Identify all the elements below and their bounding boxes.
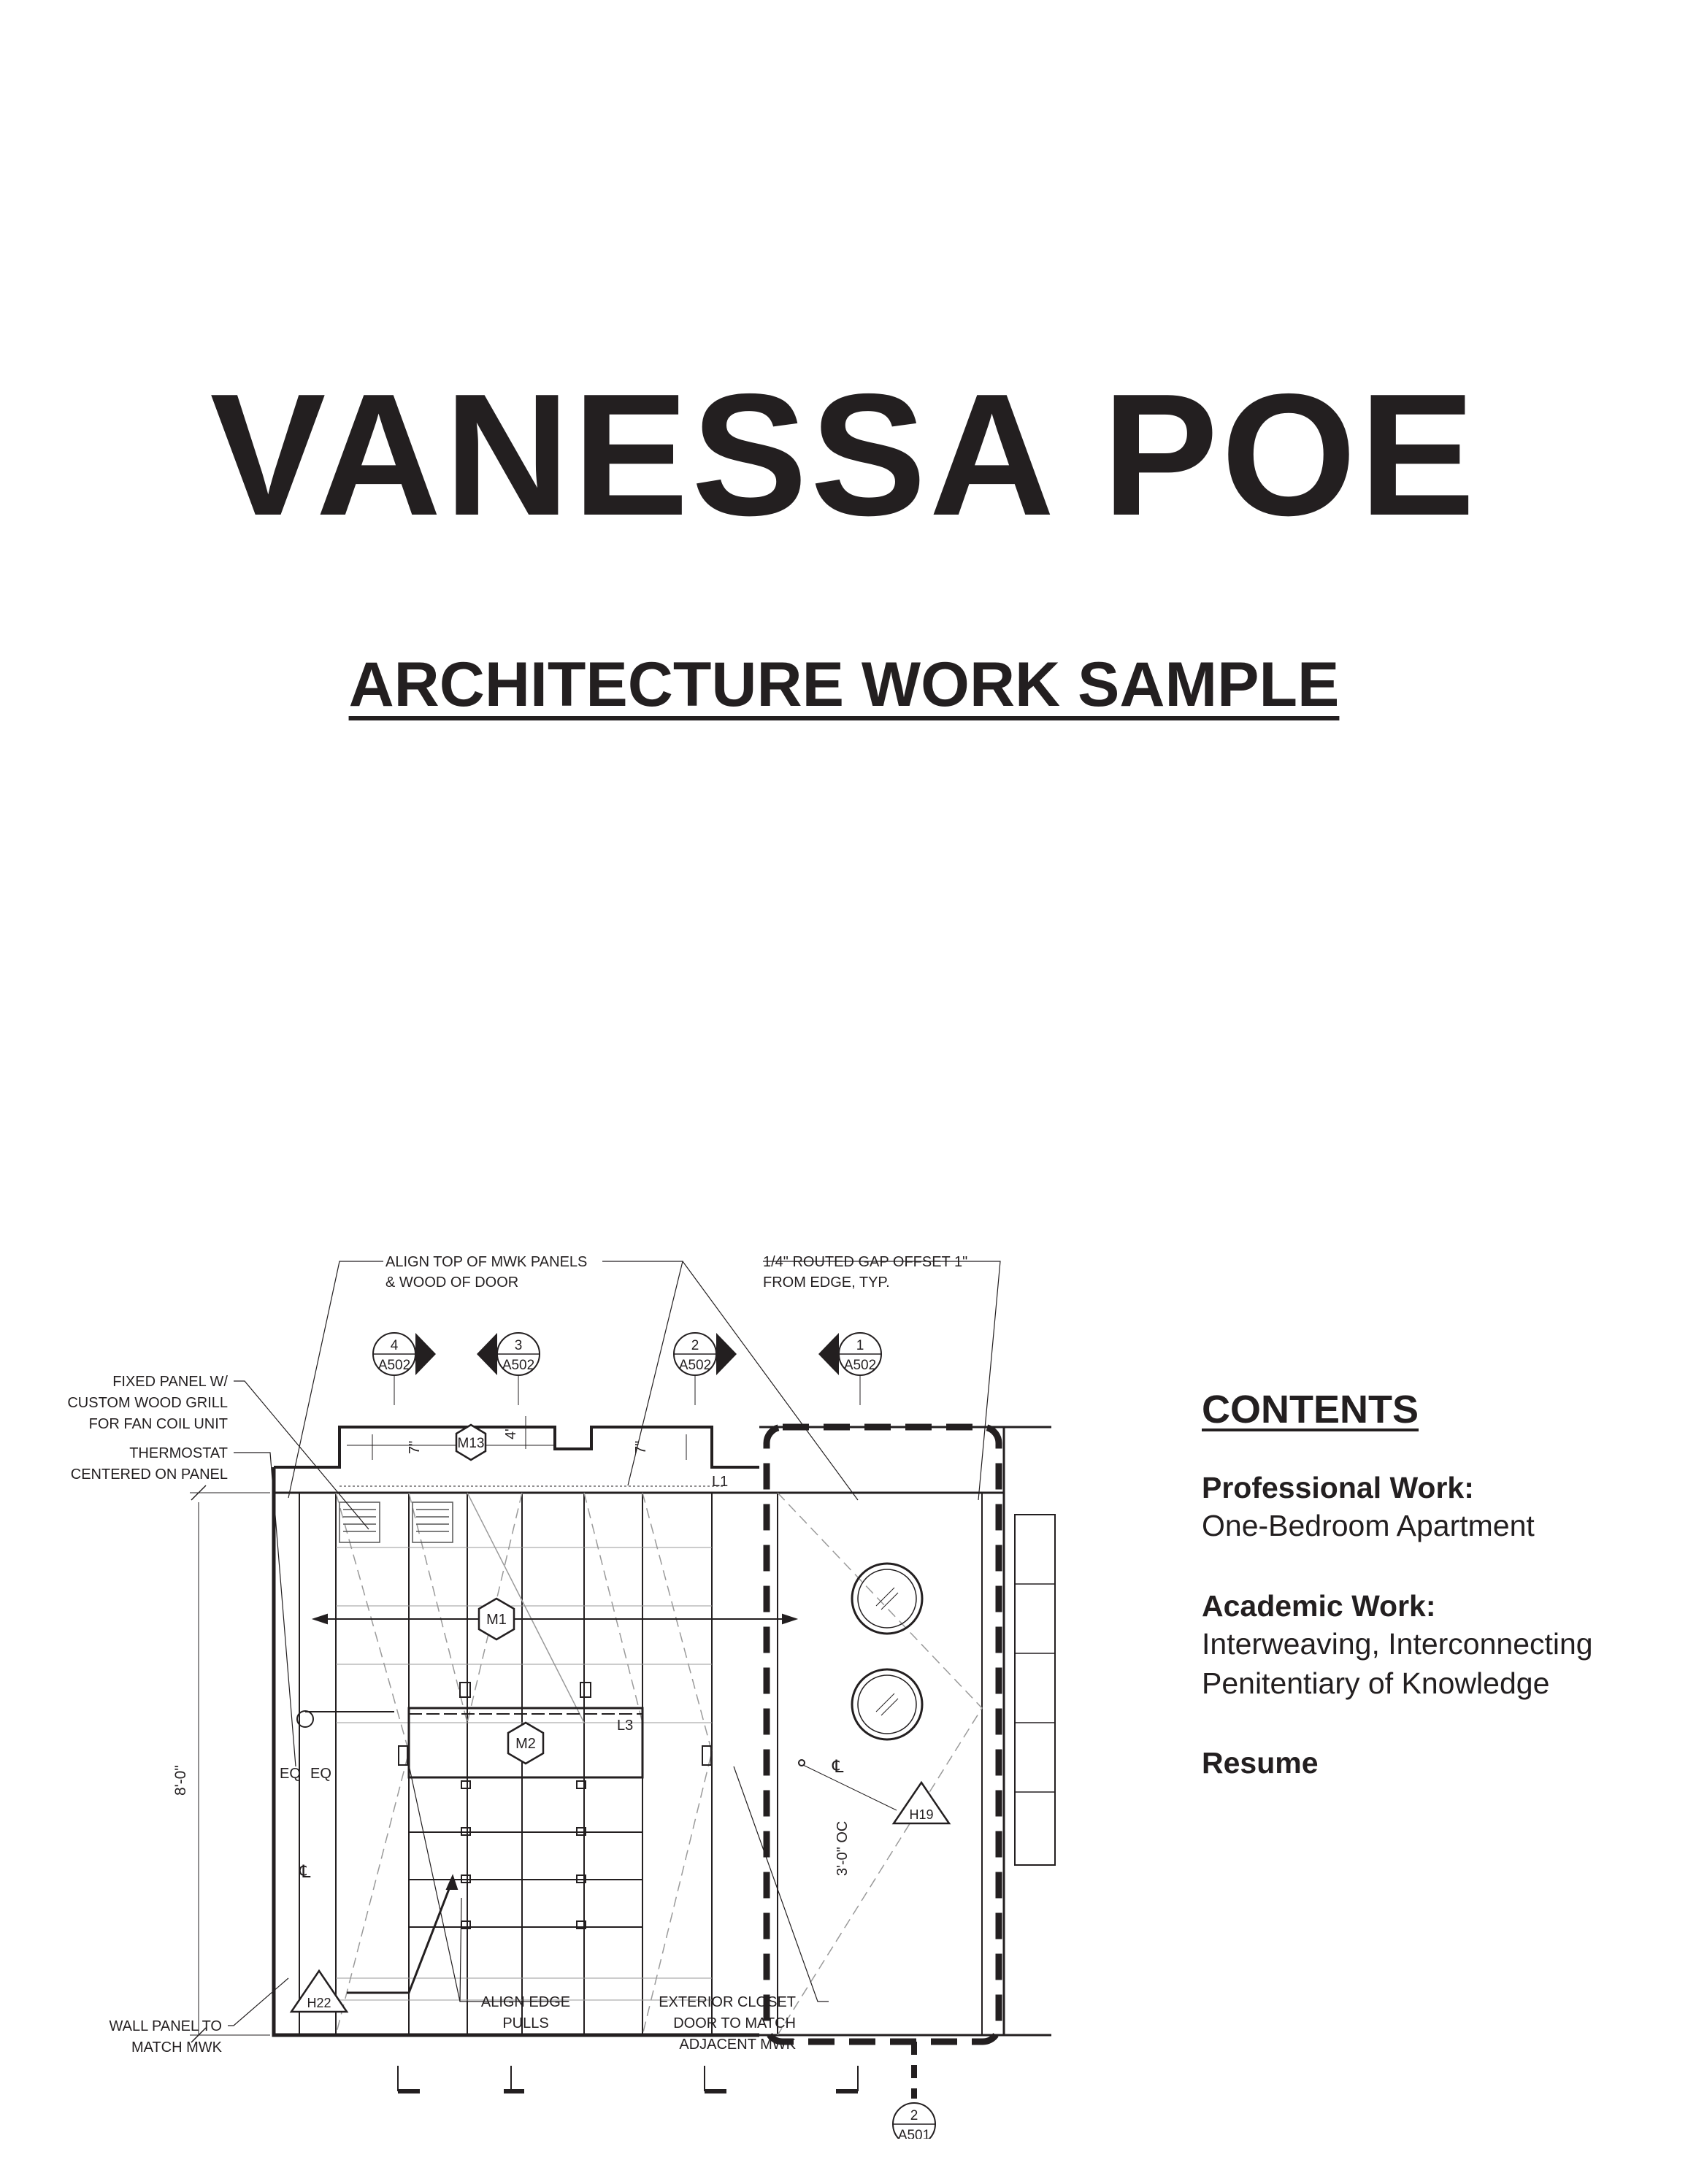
- dim-height: 8'-0": [172, 1765, 189, 1796]
- elevation-marker-num: 2: [910, 2108, 918, 2123]
- note-align-edge-2: PULLS: [502, 2015, 549, 2031]
- elevation-marker-bottom: [893, 2103, 935, 2139]
- portfolio-owner-name: VANESSA POE: [210, 358, 1478, 552]
- note-align-edge-1: ALIGN EDGE: [480, 1994, 571, 2010]
- label-eq-2: EQ: [310, 1766, 331, 1782]
- centerline-mark-2: ℄: [832, 1757, 844, 1777]
- note-align-top-2: & WOOD OF DOOR: [385, 1274, 519, 1291]
- label-eq-1: EQ: [280, 1766, 301, 1782]
- svg-text:M13: M13: [457, 1436, 485, 1451]
- note-thermostat-1: THERMOSTAT: [129, 1445, 228, 1461]
- note-fixed-panel-3: FOR FAN COIL UNIT: [88, 1416, 228, 1432]
- svg-text:M2: M2: [515, 1736, 536, 1752]
- tag-m1: [479, 1599, 514, 1639]
- note-fixed-panel-2: CUSTOM WOOD GRILL: [67, 1395, 228, 1411]
- portfolio-subtitle: ARCHITECTURE WORK SAMPLE: [348, 650, 1340, 720]
- section-marker-3-num: 3: [514, 1338, 523, 1353]
- contents-section-title: Professional Work:: [1202, 1471, 1474, 1504]
- section-marker-1-num: 1: [856, 1338, 864, 1353]
- section-marker-1-sheet: A502: [843, 1358, 877, 1373]
- section-marker-3-sheet: A502: [502, 1358, 535, 1373]
- millwork-elevation-drawing: [0, 1241, 1066, 2139]
- section-marker-4: [373, 1333, 436, 1375]
- note-closet-1: EXTERIOR CLOSET: [659, 1994, 796, 2010]
- contents-section-resume[interactable]: [1202, 1744, 1669, 1782]
- contents-section-line: Penitentiary of Knowledge: [1202, 1666, 1550, 1700]
- label-l1: L1: [712, 1474, 729, 1490]
- note-closet-2: DOOR TO MATCH: [673, 2015, 796, 2031]
- table-of-contents: [1202, 1387, 1669, 1823]
- svg-text:H22: H22: [307, 1996, 331, 2010]
- section-marker-2-num: 2: [691, 1338, 699, 1353]
- centerline-mark-1: ℄: [299, 1862, 311, 1882]
- section-marker-4-sheet: A502: [377, 1358, 411, 1373]
- contents-section-title: Academic Work:: [1202, 1588, 1436, 1623]
- note-wall-panel-1: WALL PANEL TO: [109, 2018, 222, 2034]
- elevation-marker-sheet: A501: [897, 2128, 931, 2139]
- contents-section-professional[interactable]: [1202, 1469, 1669, 1546]
- note-wall-panel-2: MATCH MWK: [131, 2039, 222, 2056]
- contents-heading: CONTENTS: [1202, 1388, 1419, 1431]
- dim-7in-left: 7": [407, 1440, 423, 1454]
- note-fixed-panel-1: FIXED PANEL W/: [112, 1374, 228, 1390]
- note-routed-gap-1: 1/4" ROUTED GAP OFFSET 1": [763, 1254, 968, 1270]
- dim-7in-right: 7": [633, 1440, 649, 1454]
- contents-section-academic[interactable]: [1202, 1587, 1669, 1703]
- svg-text:H19: H19: [909, 1807, 934, 1822]
- dim-oc: 3'-0" OC: [835, 1820, 851, 1876]
- note-align-top-1: ALIGN TOP OF MWK PANELS: [385, 1254, 588, 1270]
- section-marker-2: [674, 1333, 737, 1375]
- tag-h19: [894, 1783, 949, 1823]
- contents-section-line: Interweaving, Interconnecting: [1202, 1627, 1593, 1661]
- note-thermostat-2: CENTERED ON PANEL: [70, 1466, 228, 1483]
- tag-m13: [456, 1425, 486, 1460]
- section-marker-4-num: 4: [390, 1338, 399, 1353]
- note-routed-gap-2: FROM EDGE, TYP.: [763, 1274, 890, 1291]
- note-closet-3: ADJACENT MWK: [679, 2037, 796, 2053]
- contents-section-title: Resume: [1202, 1745, 1319, 1780]
- tag-m2: [508, 1723, 543, 1764]
- contents-section-line: One-Bedroom Apartment: [1202, 1509, 1535, 1543]
- section-marker-3: [477, 1333, 540, 1375]
- section-marker-2-sheet: A502: [678, 1358, 712, 1373]
- section-marker-1: [818, 1333, 881, 1375]
- dim-4in: 4": [503, 1426, 519, 1439]
- svg-text:M1: M1: [486, 1612, 507, 1628]
- label-l3: L3: [617, 1718, 634, 1734]
